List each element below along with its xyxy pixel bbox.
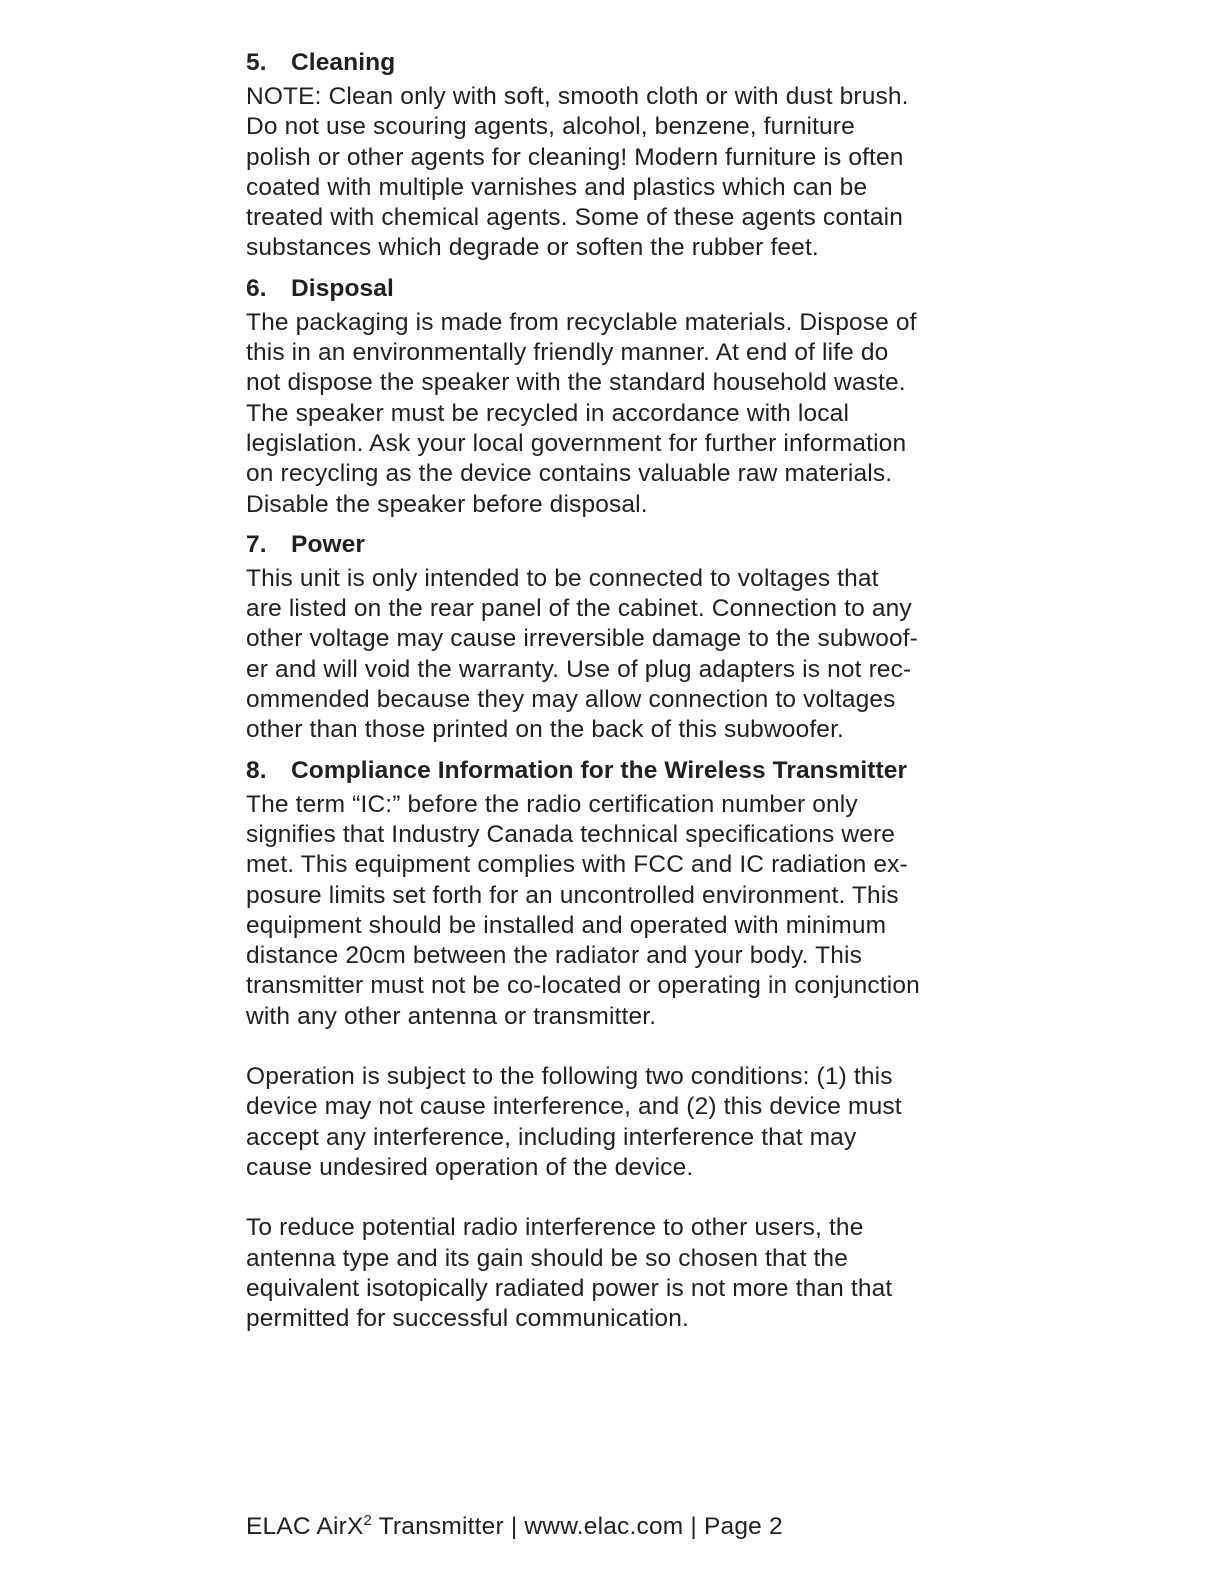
text-line: This unit is only intended to be connected to voltages that [246,564,879,592]
section-number: 6. [246,274,267,302]
document-page [246,44,986,1334]
text-line: antenna type and its gain should be so chosen that the [246,1244,848,1272]
text-line: Operation is subject to the following two conditions: (1) this [246,1063,893,1091]
section-power [246,526,986,746]
section-number: 8. [246,756,267,784]
paragraph [246,1213,986,1334]
paragraph [246,308,986,520]
text-line: er and will void the warranty. Use of plug adapters is not rec- [246,655,912,683]
text-line: signifies that Industry Canada technical specifications were [246,820,896,848]
text-line: treated with chemical agents. Some of these agents contain [246,204,903,232]
paragraph [246,790,986,1032]
footer-product: ELAC AirX [246,1513,364,1540]
text-line: this in an environmentally friendly manner. At end of life do [246,339,889,367]
text-line: transmitter must not be co-located or operating in conjunction [246,972,920,1000]
text-line: substances which degrade or soften the rubber feet. [246,234,819,262]
section-number: 7. [246,530,267,558]
text-line: on recycling as the device contains valuable raw materials. [246,460,893,488]
section-disposal [246,270,986,520]
text-line: other voltage may cause irreversible damage to the subwoof- [246,625,919,653]
text-line: not dispose the speaker with the standard household waste. [246,369,906,397]
section-compliance [246,752,986,1335]
section-heading [246,752,986,790]
text-line: distance 20cm between the radiator and your body. This [246,942,862,970]
section-heading [246,270,986,308]
text-line: other than those printed on the back of this subwoofer. [246,716,844,744]
paragraph [246,564,986,746]
section-cleaning [246,44,986,264]
text-line: equivalent isotopically radiated power is not more than that [246,1274,893,1302]
text-line: cause undesired operation of the device. [246,1153,694,1181]
text-line: posure limits set forth for an uncontrolled environment. This [246,881,899,909]
section-title: Cleaning [291,49,396,76]
text-line: The term “IC:” before the radio certification number only [246,790,858,818]
page-footer [246,1512,783,1542]
text-line: permitted for successful communication. [246,1305,689,1333]
text-line: legislation. Ask your local government for further information [246,429,907,457]
text-line: The packaging is made from recyclable materials. Dispose of [246,308,917,336]
footer-superscript: 2 [363,1512,373,1529]
text-line: Disable the speaker before disposal. [246,490,648,518]
text-line: coated with multiple varnishes and plastics which can be [246,173,868,201]
text-line: Do not use scouring agents, alcohol, benzene, furniture [246,113,855,141]
text-line: are listed on the rear panel of the cabinet. Connection to any [246,595,912,623]
footer-text: Transmitter | www.elac.com | Page 2 [372,1513,783,1540]
text-line: accept any interference, including interference that may [246,1123,857,1151]
text-line: The speaker must be recycled in accordance with local [246,399,850,427]
text-line: polish or other agents for cleaning! Modern furniture is often [246,143,904,171]
section-number: 5. [246,49,267,76]
section-heading [246,44,986,82]
paragraph [246,82,986,264]
paragraph [246,1062,986,1183]
text-line: To reduce potential radio interference to other users, the [246,1214,864,1242]
section-title: Power [291,530,366,558]
text-line: with any other antenna or transmitter. [246,1002,657,1030]
text-line: ommended because they may allow connection to voltages [246,686,896,714]
text-line: equipment should be installed and operated with minimum [246,911,887,939]
section-heading [246,526,986,564]
text-line: device may not cause interference, and (2) this device must [246,1093,902,1121]
section-title: Compliance Information for the Wireless Transmitter [291,756,908,784]
text-line: NOTE: Clean only with soft, smooth cloth or with dust brush. [246,83,909,110]
section-title: Disposal [291,274,394,302]
text-line: met. This equipment complies with FCC and IC radiation ex- [246,851,908,879]
